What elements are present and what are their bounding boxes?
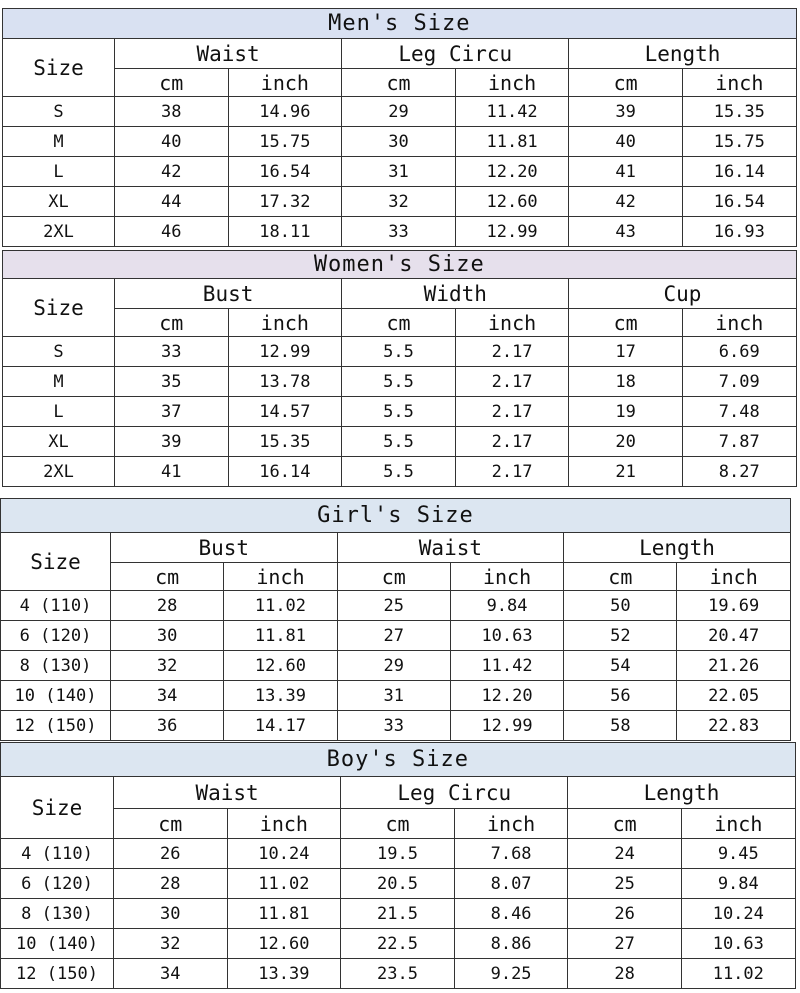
value-cell: 5.5 [342, 367, 456, 397]
unit-header: inch [228, 69, 342, 97]
size-cell: 12 (150) [1, 711, 111, 741]
group-header: Leg Circu [341, 777, 568, 809]
unit-header: cm [564, 563, 677, 591]
size-cell: S [3, 337, 115, 367]
value-cell: 10.63 [450, 621, 563, 651]
value-cell: 24 [568, 839, 682, 869]
unit-header: cm [569, 309, 683, 337]
table-row [1, 959, 796, 989]
boy-size-table [0, 742, 796, 989]
value-cell: 40 [569, 127, 683, 157]
value-cell: 46 [115, 217, 229, 247]
value-cell: 12.60 [227, 929, 341, 959]
value-cell: 28 [111, 591, 224, 621]
value-cell: 42 [569, 187, 683, 217]
value-cell: 11.42 [450, 651, 563, 681]
unit-header: inch [228, 309, 342, 337]
value-cell: 2.17 [455, 427, 569, 457]
value-cell: 35 [115, 367, 229, 397]
girl-size-title: Girl's Size [1, 499, 791, 533]
table-row [3, 397, 797, 427]
size-cell: 6 (120) [1, 869, 114, 899]
group-header: Waist [114, 777, 341, 809]
unit-header: inch [677, 563, 790, 591]
value-cell: 2.17 [455, 367, 569, 397]
size-cell: 4 (110) [1, 839, 114, 869]
value-cell: 10.24 [227, 839, 341, 869]
value-cell: 12.20 [455, 157, 569, 187]
value-cell: 26 [568, 899, 682, 929]
unit-header: cm [114, 809, 228, 839]
group-header: Waist [115, 39, 342, 69]
value-cell: 10.63 [681, 929, 795, 959]
value-cell: 44 [115, 187, 229, 217]
value-cell: 21.5 [341, 899, 455, 929]
value-cell: 38 [115, 97, 229, 127]
unit-header: inch [681, 809, 795, 839]
value-cell: 7.09 [682, 367, 796, 397]
value-cell: 16.93 [682, 217, 796, 247]
value-cell: 11.81 [224, 621, 337, 651]
group-header: Bust [111, 533, 338, 563]
value-cell: 36 [111, 711, 224, 741]
table-row [1, 681, 791, 711]
size-cell: L [3, 157, 115, 187]
value-cell: 39 [115, 427, 229, 457]
size-column-header: Size [3, 39, 115, 97]
size-cell: XL [3, 427, 115, 457]
unit-header: cm [342, 309, 456, 337]
girl-size-table [0, 498, 791, 741]
size-cell: 10 (140) [1, 681, 111, 711]
table-row [1, 621, 791, 651]
unit-header: cm [115, 309, 229, 337]
value-cell: 34 [111, 681, 224, 711]
value-cell: 17 [569, 337, 683, 367]
men-size-title: Men's Size [3, 9, 797, 39]
value-cell: 8.86 [454, 929, 568, 959]
table-row [3, 337, 797, 367]
value-cell: 30 [342, 127, 456, 157]
value-cell: 27 [568, 929, 682, 959]
value-cell: 2.17 [455, 457, 569, 487]
table-row [1, 929, 796, 959]
women-size-title: Women's Size [3, 251, 797, 279]
women-size-table [2, 250, 797, 487]
value-cell: 31 [342, 157, 456, 187]
value-cell: 14.57 [228, 397, 342, 427]
table-row [1, 651, 791, 681]
table-row [3, 217, 797, 247]
table-row [1, 869, 796, 899]
value-cell: 15.35 [682, 97, 796, 127]
value-cell: 25 [337, 591, 450, 621]
size-cell: 4 (110) [1, 591, 111, 621]
value-cell: 33 [115, 337, 229, 367]
value-cell: 29 [342, 97, 456, 127]
value-cell: 30 [114, 899, 228, 929]
value-cell: 29 [337, 651, 450, 681]
size-column-header: Size [1, 533, 111, 591]
table-row [3, 157, 797, 187]
value-cell: 13.39 [224, 681, 337, 711]
group-header: Width [342, 279, 569, 309]
value-cell: 15.75 [228, 127, 342, 157]
group-header: Cup [569, 279, 796, 309]
value-cell: 25 [568, 869, 682, 899]
value-cell: 33 [337, 711, 450, 741]
value-cell: 12.99 [455, 217, 569, 247]
size-cell: 6 (120) [1, 621, 111, 651]
unit-header: cm [341, 809, 455, 839]
value-cell: 43 [569, 217, 683, 247]
size-cell: 10 (140) [1, 929, 114, 959]
value-cell: 9.84 [450, 591, 563, 621]
size-cell: S [3, 97, 115, 127]
value-cell: 7.48 [682, 397, 796, 427]
value-cell: 7.87 [682, 427, 796, 457]
value-cell: 10.24 [681, 899, 795, 929]
size-cell: 8 (130) [1, 651, 111, 681]
group-header: Waist [337, 533, 564, 563]
value-cell: 5.5 [342, 427, 456, 457]
value-cell: 20.47 [677, 621, 790, 651]
value-cell: 22.05 [677, 681, 790, 711]
men-size-table [2, 8, 797, 247]
size-cell: 2XL [3, 457, 115, 487]
value-cell: 30 [111, 621, 224, 651]
value-cell: 11.02 [224, 591, 337, 621]
value-cell: 15.35 [228, 427, 342, 457]
unit-header: cm [569, 69, 683, 97]
value-cell: 9.84 [681, 869, 795, 899]
value-cell: 15.75 [682, 127, 796, 157]
table-row [3, 427, 797, 457]
unit-header: cm [111, 563, 224, 591]
value-cell: 40 [115, 127, 229, 157]
unit-header: inch [224, 563, 337, 591]
value-cell: 32 [342, 187, 456, 217]
value-cell: 12.99 [228, 337, 342, 367]
value-cell: 18 [569, 367, 683, 397]
table-row [1, 899, 796, 929]
table-row [3, 457, 797, 487]
unit-header: inch [454, 809, 568, 839]
value-cell: 5.5 [342, 397, 456, 427]
size-cell: 8 (130) [1, 899, 114, 929]
value-cell: 9.25 [454, 959, 568, 989]
value-cell: 11.02 [681, 959, 795, 989]
value-cell: 16.54 [228, 157, 342, 187]
value-cell: 16.14 [682, 157, 796, 187]
size-cell: 2XL [3, 217, 115, 247]
unit-header: inch [455, 69, 569, 97]
value-cell: 54 [564, 651, 677, 681]
value-cell: 32 [111, 651, 224, 681]
value-cell: 33 [342, 217, 456, 247]
table-row [3, 97, 797, 127]
group-header: Length [569, 39, 796, 69]
value-cell: 14.96 [228, 97, 342, 127]
value-cell: 20 [569, 427, 683, 457]
boy-size-title: Boy's Size [1, 743, 796, 777]
value-cell: 41 [115, 457, 229, 487]
size-column-header: Size [3, 279, 115, 337]
group-header: Length [564, 533, 791, 563]
group-header: Bust [115, 279, 342, 309]
unit-header: inch [455, 309, 569, 337]
value-cell: 2.17 [455, 397, 569, 427]
value-cell: 12.60 [224, 651, 337, 681]
value-cell: 13.78 [228, 367, 342, 397]
unit-header: inch [682, 309, 796, 337]
value-cell: 11.02 [227, 869, 341, 899]
value-cell: 9.45 [681, 839, 795, 869]
value-cell: 56 [564, 681, 677, 711]
size-cell: M [3, 367, 115, 397]
value-cell: 23.5 [341, 959, 455, 989]
size-cell: 12 (150) [1, 959, 114, 989]
value-cell: 17.32 [228, 187, 342, 217]
value-cell: 41 [569, 157, 683, 187]
group-header: Length [568, 777, 795, 809]
value-cell: 21.26 [677, 651, 790, 681]
size-cell: XL [3, 187, 115, 217]
group-header: Leg Circu [342, 39, 569, 69]
value-cell: 42 [115, 157, 229, 187]
unit-header: cm [342, 69, 456, 97]
value-cell: 6.69 [682, 337, 796, 367]
value-cell: 52 [564, 621, 677, 651]
value-cell: 12.99 [450, 711, 563, 741]
value-cell: 5.5 [342, 457, 456, 487]
table-row [1, 711, 791, 741]
size-cell: M [3, 127, 115, 157]
value-cell: 27 [337, 621, 450, 651]
unit-header: cm [568, 809, 682, 839]
value-cell: 37 [115, 397, 229, 427]
size-column-header: Size [1, 777, 114, 839]
value-cell: 22.5 [341, 929, 455, 959]
value-cell: 11.42 [455, 97, 569, 127]
value-cell: 21 [569, 457, 683, 487]
table-row [3, 367, 797, 397]
value-cell: 26 [114, 839, 228, 869]
value-cell: 19.69 [677, 591, 790, 621]
value-cell: 16.14 [228, 457, 342, 487]
table-row [1, 839, 796, 869]
value-cell: 5.5 [342, 337, 456, 367]
value-cell: 50 [564, 591, 677, 621]
value-cell: 20.5 [341, 869, 455, 899]
unit-header: cm [337, 563, 450, 591]
value-cell: 2.17 [455, 337, 569, 367]
value-cell: 39 [569, 97, 683, 127]
value-cell: 22.83 [677, 711, 790, 741]
value-cell: 8.46 [454, 899, 568, 929]
value-cell: 19 [569, 397, 683, 427]
table-row [3, 187, 797, 217]
value-cell: 11.81 [455, 127, 569, 157]
unit-header: cm [115, 69, 229, 97]
value-cell: 28 [568, 959, 682, 989]
value-cell: 34 [114, 959, 228, 989]
value-cell: 12.20 [450, 681, 563, 711]
table-row [1, 591, 791, 621]
value-cell: 8.07 [454, 869, 568, 899]
unit-header: inch [450, 563, 563, 591]
value-cell: 31 [337, 681, 450, 711]
value-cell: 8.27 [682, 457, 796, 487]
size-cell: L [3, 397, 115, 427]
value-cell: 7.68 [454, 839, 568, 869]
value-cell: 11.81 [227, 899, 341, 929]
value-cell: 16.54 [682, 187, 796, 217]
value-cell: 58 [564, 711, 677, 741]
value-cell: 13.39 [227, 959, 341, 989]
value-cell: 18.11 [228, 217, 342, 247]
value-cell: 14.17 [224, 711, 337, 741]
value-cell: 32 [114, 929, 228, 959]
unit-header: inch [227, 809, 341, 839]
unit-header: inch [682, 69, 796, 97]
value-cell: 12.60 [455, 187, 569, 217]
value-cell: 28 [114, 869, 228, 899]
table-row [3, 127, 797, 157]
value-cell: 19.5 [341, 839, 455, 869]
